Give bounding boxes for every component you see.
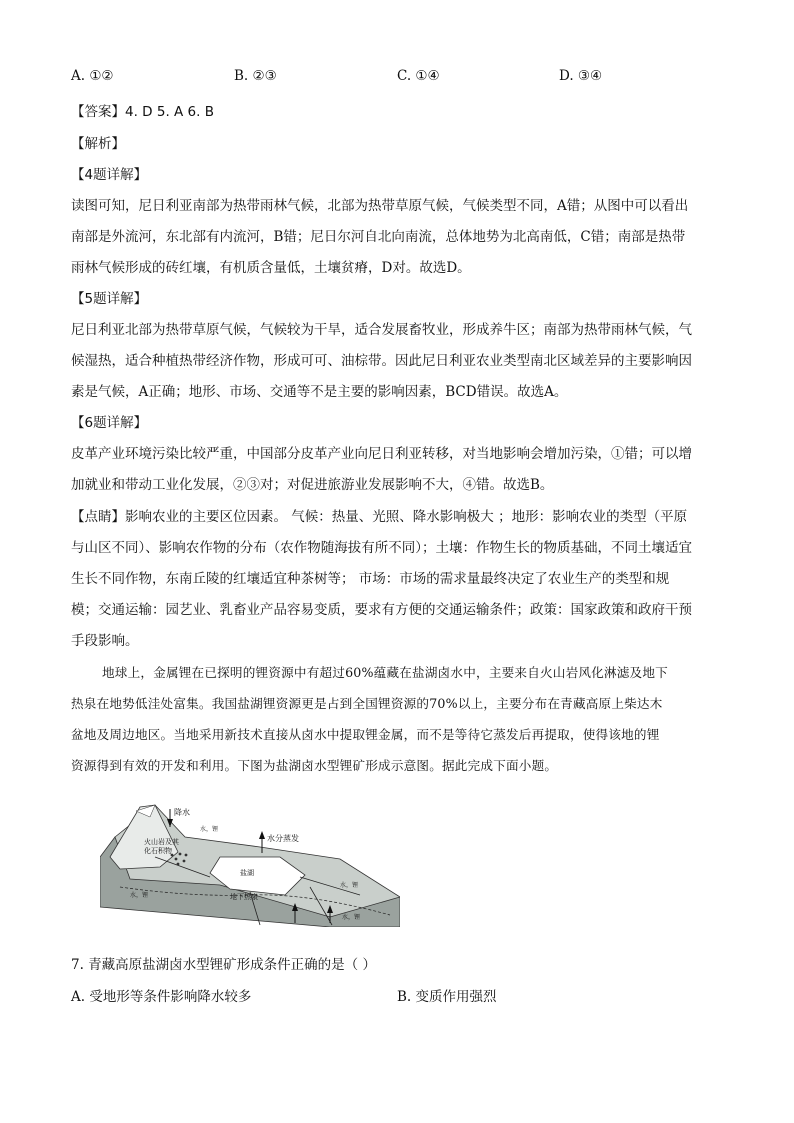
option-d-prev: D. ③④ bbox=[559, 68, 603, 84]
label-hot-spring: 地下热泉 bbox=[230, 893, 258, 901]
label-water-li: 水，锂 bbox=[342, 914, 361, 921]
tips-line: 【点睛】影响农业的主要区位因素。 气候：热量、光照、降水影响极大 ；地形：影响农业的类型（平原 bbox=[71, 509, 688, 525]
label-rain: 降水 bbox=[174, 808, 190, 817]
label-volcanic2: 化石积物 bbox=[144, 847, 172, 855]
q4-line: 南部是外流河，东北部有内流河，B错；尼日尔河自北向南流，总体地势为北高南低，C错；南部是热带 bbox=[71, 229, 686, 245]
q7-option-a: A. 受地形等条件影响降水较多 bbox=[71, 989, 252, 1005]
q4-header: 【4题详解】 bbox=[71, 167, 148, 183]
option-c-prev: C. ①④ bbox=[397, 68, 440, 84]
salt-lake-diagram bbox=[100, 797, 400, 927]
passage-line: 地球上，金属锂在已探明的锂资源中有超过60%蕴藏在盐湖卤水中，主要来自火山岩风化淋滤及地下 bbox=[102, 665, 668, 680]
q6-line: 皮革产业环境污染比较严重，中国部分皮革产业向尼日利亚转移，对当地影响会增加污染，①错；可以增 bbox=[71, 446, 692, 462]
q5-line: 素是气候，A正确；地形、市场、交通等不是主要的影响因素，BCD错误。故选A。 bbox=[71, 384, 568, 400]
q6-header: 【6题详解】 bbox=[71, 415, 148, 431]
label-volcanic: 火山岩及其 bbox=[144, 838, 179, 846]
label-water-li: 水，锂 bbox=[130, 892, 149, 899]
label-lake: 盐湖 bbox=[240, 869, 254, 877]
q6-line: 加就业和带动工业化发展，②③对；对促进旅游业发展影响不大，④错。故选B。 bbox=[71, 477, 554, 493]
label-water-li: 水，锂 bbox=[200, 826, 219, 833]
passage-line: 热泉在地势低洼处富集。我国盐湖锂资源更是占到全国锂资源的70%以上，主要分布在青藏高原上柴达木 bbox=[71, 696, 663, 711]
q4-line: 读图可知，尼日利亚南部为热带雨林气候，北部为热带草原气候，气候类型不同，A错；从图中可以看出 bbox=[71, 198, 689, 214]
q5-line: 尼日利亚北部为热带草原气候，气候较为干旱，适合发展畜牧业，形成养牛区；南部为热带雨林气候，气 bbox=[71, 322, 692, 338]
analysis-header: 【解析】 bbox=[71, 136, 125, 152]
answer-line: 【答案】4. D 5. A 6. B bbox=[71, 104, 214, 120]
tips-line: 生长不同作物，东南丘陵的红壤适宜种茶树等； 市场：市场的需求量最终决定了农业生产的类型和规 bbox=[71, 571, 670, 587]
q5-header: 【5题详解】 bbox=[71, 291, 148, 307]
tips-line: 与山区不同）、影响农作物的分布（农作物随海拔有所不同）；土壤：作物生长的物质基础，不同土壤适宜 bbox=[71, 540, 692, 556]
tips-line: 手段影响。 bbox=[71, 633, 139, 649]
option-b-prev: B. ②③ bbox=[234, 68, 277, 84]
tips-line: 模；交通运输：园艺业、乳畜业产品容易变质，要求有方便的交通运输条件；政策：国家政策和政府干预 bbox=[71, 602, 692, 618]
q5-line: 候湿热，适合种植热带经济作物，形成可可、油棕带。因此尼日利亚农业类型南北区域差异的主要影响因 bbox=[71, 353, 692, 369]
passage-line: 盆地及周边地区。当地采用新技术直接从卤水中提取锂金属，而不是等待它蒸发后再提取，使得该地的锂 bbox=[71, 727, 660, 742]
passage-line: 资源得到有效的开发和利用。下图为盐湖卤水型锂矿形成示意图。据此完成下面小题。 bbox=[71, 758, 558, 773]
label-water-li: 水，锂 bbox=[340, 882, 359, 889]
q7-option-b: B. 变质作用强烈 bbox=[397, 989, 497, 1005]
q7-stem: 7. 青藏高原盐湖卤水型锂矿形成条件正确的是（ ） bbox=[71, 957, 376, 973]
q4-line: 雨林气候形成的砖红壤，有机质含量低，土壤贫瘠，D对。故选D。 bbox=[71, 260, 471, 276]
label-evap: 水分蒸发 bbox=[267, 834, 299, 843]
option-a-prev: A. ①② bbox=[71, 68, 114, 84]
